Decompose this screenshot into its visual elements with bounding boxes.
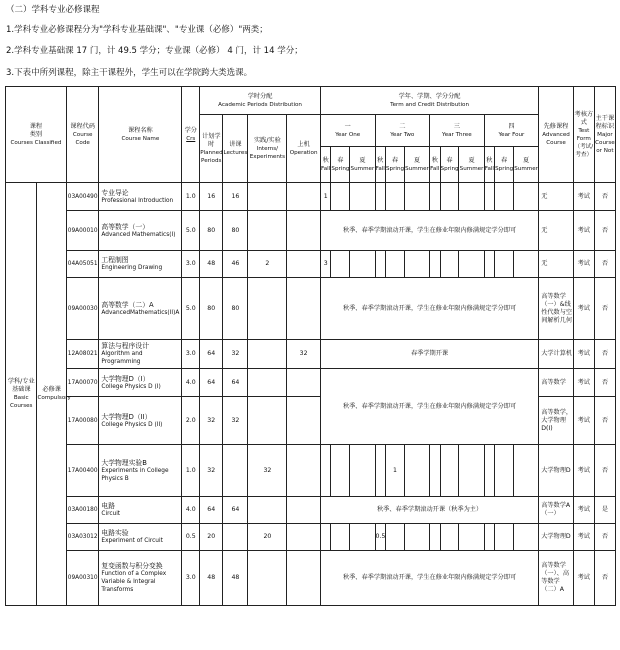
core-flag: 否: [594, 524, 615, 551]
course-code: 17A00070: [66, 369, 99, 397]
core-flag: 否: [594, 340, 615, 369]
operation-periods: [287, 211, 321, 251]
core-flag: 否: [594, 369, 615, 397]
intro-line-1: 1.学科专业必修课程分为"学科专业基础课"、"专业课（必修）"两类；: [6, 25, 268, 35]
exam-form: 考试: [573, 497, 594, 524]
course-name: 电路 Circuit: [99, 497, 182, 524]
operation-periods: [287, 369, 321, 397]
header-exam: 考核方式 Test Form （考试/考查）: [573, 87, 594, 183]
lecture-periods: 80: [223, 278, 248, 340]
exam-form: 考试: [573, 211, 594, 251]
lab-periods: [248, 211, 287, 251]
prereq: 无: [539, 211, 574, 251]
term-note: 秋季、春季学期滚动开课，学生在修业年限内修满规定学分即可: [320, 369, 538, 445]
season-summer: 夏 Summer: [350, 147, 375, 183]
curriculum-table: [5, 86, 616, 606]
prereq: 高等数学（一）、高等数学（二）A: [539, 551, 574, 606]
credit: 3.0: [182, 340, 200, 369]
lecture-periods: 32: [223, 397, 248, 445]
intro-line-2: 2.学科专业基础课 17 门，计 49.5 学分；专业课（必修） 4 门，计 14 学分；: [6, 46, 303, 56]
lecture-periods: 32: [223, 340, 248, 369]
lab-periods: [248, 497, 287, 524]
planned-periods: 64: [200, 497, 223, 524]
table-row: [6, 369, 616, 397]
course-name: 高等数学（二）A AdvancedMathematics(II)A: [99, 278, 182, 340]
exam-form: 考试: [573, 551, 594, 606]
planned-periods: 80: [200, 278, 223, 340]
lab-periods: 20: [248, 524, 287, 551]
header-operation: 上机 Operation: [287, 115, 321, 183]
table-row: [6, 551, 616, 606]
lab-periods: [248, 278, 287, 340]
core-flag: 否: [594, 278, 615, 340]
header-row-1: [6, 87, 616, 115]
exam-form: 考试: [573, 251, 594, 278]
exam-form: 考试: [573, 524, 594, 551]
header-name: 课程名称 Course Name: [99, 87, 182, 183]
operation-periods: [287, 183, 321, 211]
course-code: 17A00080: [66, 397, 99, 445]
course-name: 大学物理实验B Experiments in College Physics B: [99, 445, 182, 497]
table-row: [6, 278, 616, 340]
table-row: [6, 524, 616, 551]
term-note: 春季学期开课: [320, 340, 538, 369]
season-summer: 夏 Summer: [404, 147, 429, 183]
course-code: 03A00180: [66, 497, 99, 524]
course-code: 03A03012: [66, 524, 99, 551]
credit: 1.0: [182, 445, 200, 497]
prereq: 高等数学A（一）: [539, 497, 574, 524]
header-core: 主干课程标识 Major Course or Not: [594, 87, 615, 183]
operation-periods: [287, 445, 321, 497]
lecture-periods: 16: [223, 183, 248, 211]
header-year-three: 三 Year Three: [430, 115, 485, 147]
credit: 2.0: [182, 397, 200, 445]
lab-periods: [248, 340, 287, 369]
table-row: [6, 251, 616, 278]
planned-periods: 32: [200, 445, 223, 497]
header-terms: 学年、学期、学分分配 Term and Credit Distribution: [320, 87, 538, 115]
term-y2-fall: 0.5: [375, 524, 385, 551]
course-code: 09A00310: [66, 551, 99, 606]
operation-periods: [287, 497, 321, 524]
exam-form: 考试: [573, 445, 594, 497]
term-y2-spring: 1: [385, 445, 404, 497]
lecture-periods: [223, 445, 248, 497]
lecture-periods: 80: [223, 211, 248, 251]
operation-periods: [287, 278, 321, 340]
term-y1-fall: 1: [320, 183, 330, 211]
category-cell: 学科/专业基础课 Basic Courses: [6, 183, 37, 606]
season-spring: 春 Spring: [440, 147, 459, 183]
operation-periods: 32: [287, 340, 321, 369]
header-prereq: 先修课程 Advanced Course: [539, 87, 574, 183]
term-note: 秋季、春季学期滚动开课，学生在修业年限内修满规定学分即可: [320, 551, 538, 606]
credit: 4.0: [182, 497, 200, 524]
course-code: 09A00030: [66, 278, 99, 340]
course-name: 工程制图 Engineering Drawing: [99, 251, 182, 278]
header-periods: 学时分配 Academic Periods Distribution: [200, 87, 321, 115]
lab-periods: [248, 183, 287, 211]
table-row: [6, 183, 616, 211]
table-row: [6, 340, 616, 369]
course-name: 大学物理D（II） College Physics D (II): [99, 397, 182, 445]
season-spring: 春 Spring: [331, 147, 350, 183]
planned-periods: 64: [200, 340, 223, 369]
course-name: 复变函数与积分变换 Function of a Complex Variable & Integral Transforms: [99, 551, 182, 606]
header-code: 课程代码 Course Code: [66, 87, 99, 183]
planned-periods: 48: [200, 551, 223, 606]
season-summer: 夏 Summer: [514, 147, 539, 183]
term-y1-fall: 3: [320, 251, 330, 278]
planned-periods: 48: [200, 251, 223, 278]
prereq: 大学计算机: [539, 340, 574, 369]
lab-periods: [248, 551, 287, 606]
core-flag: 否: [594, 211, 615, 251]
planned-periods: 64: [200, 369, 223, 397]
header-category: 课程 类别 Courses Classified: [6, 87, 67, 183]
season-fall: 秋 Fall: [430, 147, 440, 183]
term-note: 秋季、春季学期滚动开课，学生在修业年限内修满规定学分即可: [320, 211, 538, 251]
season-spring: 春 Spring: [385, 147, 404, 183]
course-code: 12A08021: [66, 340, 99, 369]
operation-periods: [287, 397, 321, 445]
core-flag: 是: [594, 497, 615, 524]
lab-periods: [248, 397, 287, 445]
credit: 4.0: [182, 369, 200, 397]
course-name: 大学物理D（I） College Physics D (I): [99, 369, 182, 397]
course-code: 09A00010: [66, 211, 99, 251]
exam-form: 考试: [573, 397, 594, 445]
credit: 0.5: [182, 524, 200, 551]
planned-periods: 16: [200, 183, 223, 211]
season-summer: 夏 Summer: [459, 147, 484, 183]
header-year-two: 二 Year Two: [375, 115, 430, 147]
season-spring: 春 Spring: [495, 147, 514, 183]
course-code: 03A00490: [66, 183, 99, 211]
header-lab: 实践/实验 Interns/ Experiments: [248, 115, 287, 183]
operation-periods: [287, 551, 321, 606]
planned-periods: 20: [200, 524, 223, 551]
table-row: [6, 211, 616, 251]
season-fall: 秋 Fall: [320, 147, 330, 183]
lab-periods: 32: [248, 445, 287, 497]
intro-line-3: 3.下表中所列课程，除主干课程外，学生可以在学院跨大类选课。: [6, 68, 253, 78]
exam-form: 考试: [573, 369, 594, 397]
section-heading: （二）学科专业必修课程: [6, 5, 100, 15]
lecture-periods: [223, 524, 248, 551]
lab-periods: [248, 369, 287, 397]
planned-periods: 32: [200, 397, 223, 445]
lecture-periods: 48: [223, 551, 248, 606]
core-flag: 否: [594, 183, 615, 211]
season-fall: 秋 Fall: [484, 147, 494, 183]
course-name: 高等数学（一） Advanced Mathematics(I): [99, 211, 182, 251]
core-flag: 否: [594, 445, 615, 497]
prereq: 高等数学，大学物理D(I): [539, 397, 574, 445]
lecture-periods: 64: [223, 497, 248, 524]
prereq: 大学物理D: [539, 524, 574, 551]
credit: 1.0: [182, 183, 200, 211]
lecture-periods: 46: [223, 251, 248, 278]
prereq: 无: [539, 183, 574, 211]
course-name: 电路实验 Experiment of Circuit: [99, 524, 182, 551]
exam-form: 考试: [573, 183, 594, 211]
course-code: 17A00400: [66, 445, 99, 497]
planned-periods: 80: [200, 211, 223, 251]
core-flag: 否: [594, 551, 615, 606]
credit: 3.0: [182, 251, 200, 278]
credit: 5.0: [182, 211, 200, 251]
course-name: 算法与程序设计 Algorithm and Programming: [99, 340, 182, 369]
header-year-four: 四 Year Four: [484, 115, 539, 147]
header-year-one: 一 Year One: [320, 115, 375, 147]
core-flag: 否: [594, 251, 615, 278]
lab-periods: 2: [248, 251, 287, 278]
core-flag: 否: [594, 397, 615, 445]
term-note: 秋季、春季学期滚动开课，学生在修业年限内修满规定学分即可: [320, 278, 538, 340]
exam-form: 考试: [573, 340, 594, 369]
operation-periods: [287, 524, 321, 551]
course-name: 专业导论 Professional Introduction: [99, 183, 182, 211]
term-note: 秋季、春季学期滚动开课（秋季为主）: [320, 497, 538, 524]
header-planned: 计划学时 Planned Periods: [200, 115, 223, 183]
prereq: 无: [539, 251, 574, 278]
course-code: 04A05051: [66, 251, 99, 278]
lecture-periods: 64: [223, 369, 248, 397]
header-credit: 学分 Crs: [182, 87, 200, 183]
credit: 5.0: [182, 278, 200, 340]
table-row: [6, 445, 616, 497]
credit: 3.0: [182, 551, 200, 606]
table-row: [6, 497, 616, 524]
prereq: 高等数学: [539, 369, 574, 397]
prereq: 高等数学（一）&线性代数与空间解析几何: [539, 278, 574, 340]
prereq: 大学物理D: [539, 445, 574, 497]
course-type-cell: 必修课 Compulsory: [37, 183, 66, 606]
exam-form: 考试: [573, 278, 594, 340]
header-lecture: 讲课 Lectures: [223, 115, 248, 183]
season-fall: 秋 Fall: [375, 147, 385, 183]
operation-periods: [287, 251, 321, 278]
